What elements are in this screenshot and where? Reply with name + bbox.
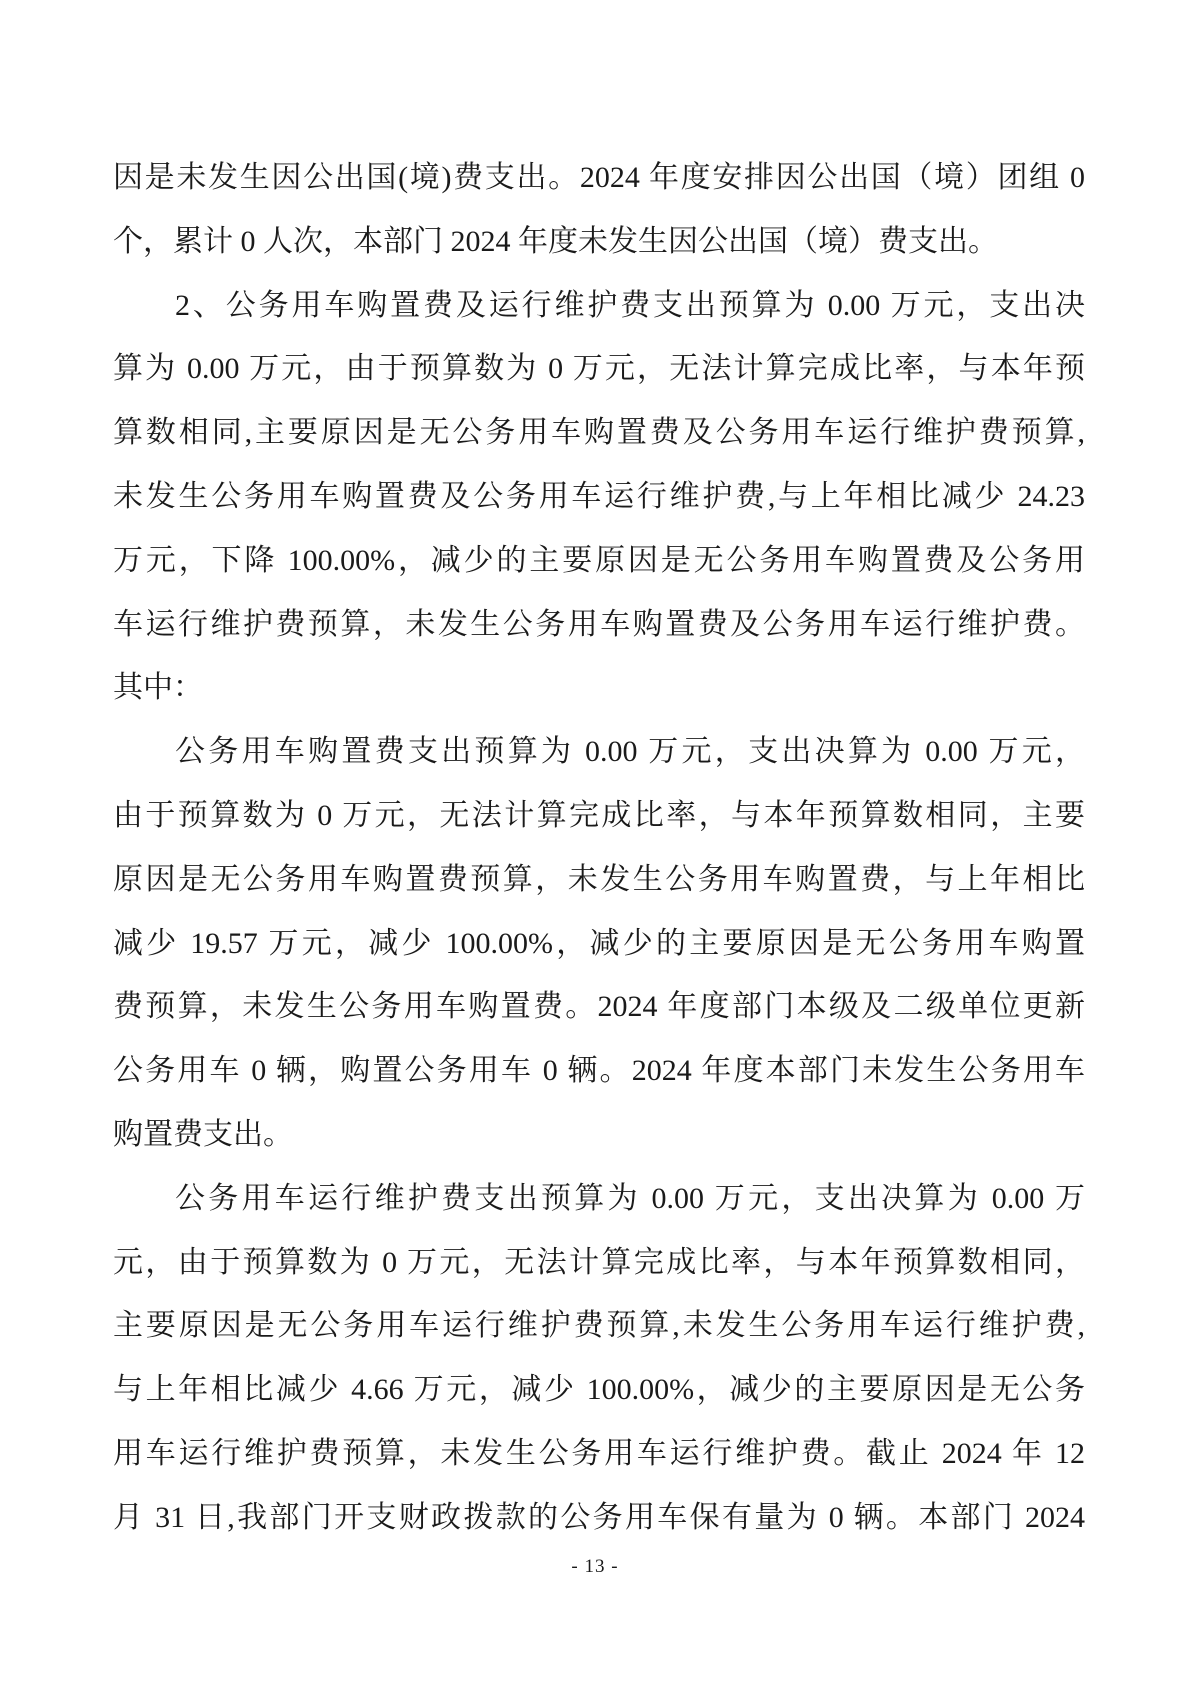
text-line: 公务用车运行维护费支出预算为 0.00 万元，支出决算为 0.00 万 xyxy=(175,1181,1085,1215)
text-line: 公务用车购置费支出预算为 0.00 万元，支出决算为 0.00 万元， xyxy=(175,735,1085,769)
text-line: 减少 19.57 万元，减少 100.00%，减少的主要原因是无公务用车购置 xyxy=(113,926,1085,960)
text-line: 算为 0.00 万元，由于预算数为 0 万元，无法计算完成比率，与本年预 xyxy=(113,352,1085,386)
text-line: 万元，下降 100.00%，减少的主要原因是无公务用车购置费及公务用 xyxy=(113,543,1085,577)
text-line: 个，累计 0 人次，本部门 2024 年度未发生因公出国（境）费支出。 xyxy=(113,224,998,258)
text-line: 原因是无公务用车购置费预算，未发生公务用车购置费，与上年相比 xyxy=(113,862,1085,896)
text-line: 元，由于预算数为 0 万元，无法计算完成比率，与本年预算数相同， xyxy=(113,1245,1085,1279)
text-line: 未发生公务用车购置费及公务用车运行维护费,与上年相比减少 24.23 xyxy=(113,479,1085,513)
text-line: 公务用车 0 辆，购置公务用车 0 辆。2024 年度本部门未发生公务用车 xyxy=(113,1054,1085,1088)
text-line: 由于预算数为 0 万元，无法计算完成比率，与本年预算数相同，主要 xyxy=(113,798,1085,832)
page-number: - 13 - xyxy=(571,1556,619,1577)
document-body xyxy=(113,146,1085,1550)
text-line: 因是未发生因公出国(境)费支出。2024 年度安排因公出国（境）团组 0 xyxy=(113,161,1085,194)
text-line: 车运行维护费预算，未发生公务用车购置费及公务用车运行维护费。 xyxy=(113,607,1085,641)
text-line: 算数相同,主要原因是无公务用车购置费及公务用车运行维护费预算, xyxy=(113,416,1085,450)
text-line: 主要原因是无公务用车运行维护费预算,未发生公务用车运行维护费, xyxy=(113,1309,1085,1343)
text-line: 费预算，未发生公务用车购置费。2024 年度部门本级及二级单位更新 xyxy=(113,990,1085,1024)
text-line: 月 31 日,我部门开支财政拨款的公务用车保有量为 0 辆。本部门 2024 xyxy=(113,1500,1085,1534)
text-line: 其中： xyxy=(113,671,203,705)
text-line: 与上年相比减少 4.66 万元，减少 100.00%，减少的主要原因是无公务 xyxy=(113,1373,1085,1407)
text-line: 用车运行维护费预算，未发生公务用车运行维护费。截止 2024 年 12 xyxy=(113,1436,1085,1470)
text-line: 2、公务用车购置费及运行维护费支出预算为 0.00 万元，支出决 xyxy=(175,288,1085,322)
text-line: 购置费支出。 xyxy=(113,1117,293,1151)
